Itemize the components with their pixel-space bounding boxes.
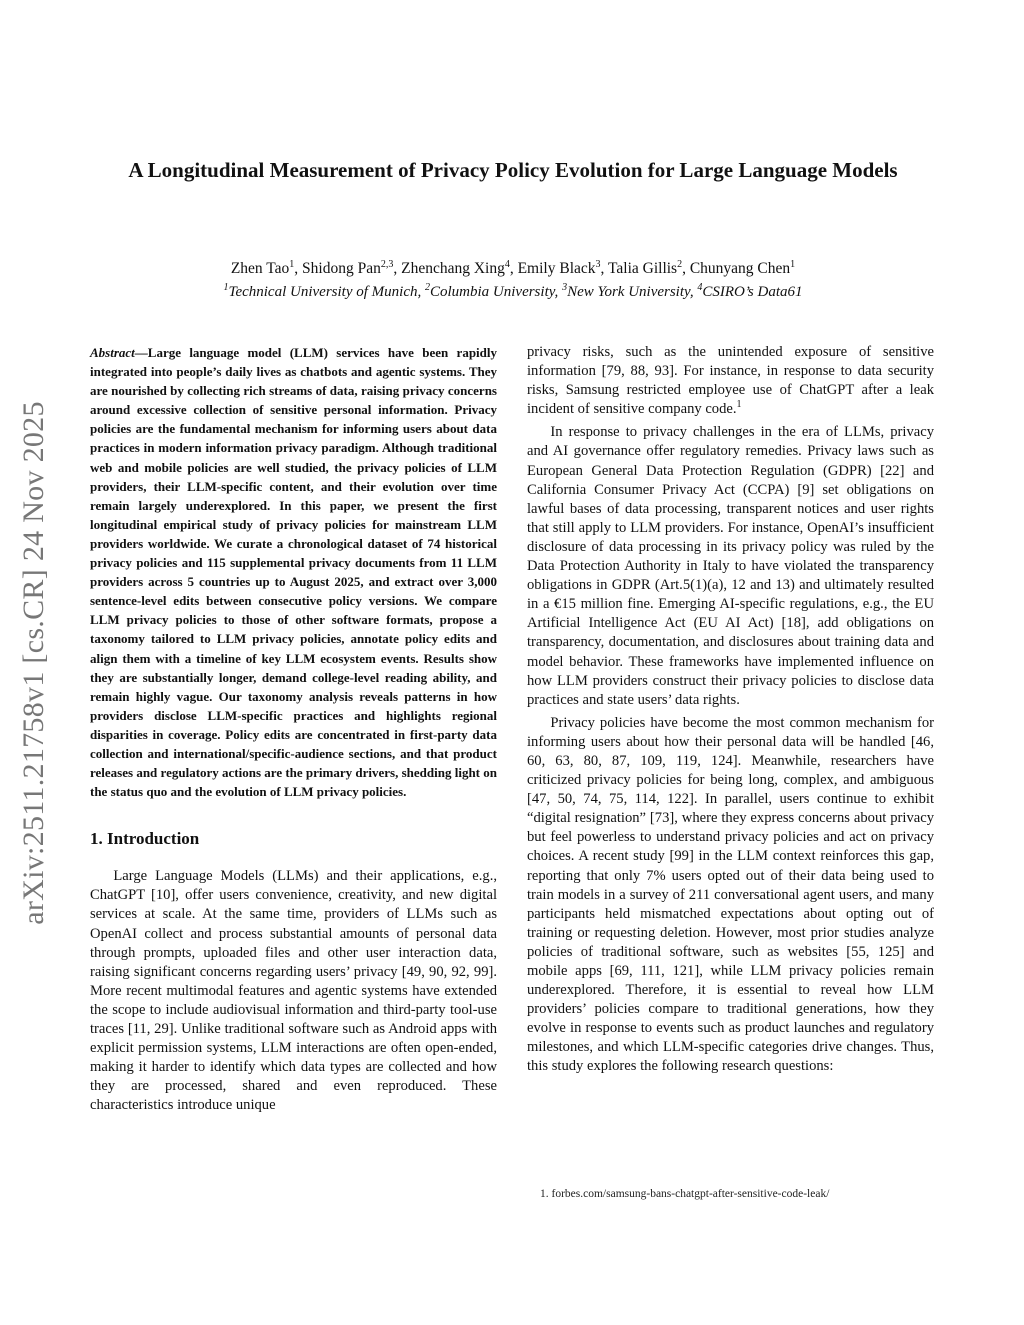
author-affiliation-mark: 3 <box>595 258 601 270</box>
paragraph-privacy-policies: Privacy policies have become the most common mechanism for informing users about how their personal data will be handled [46, 60, 63, 80, 87, 109, 119, 124]. Meanwhile, researchers have criticized privacy policies for being long, complex, and ambiguous [47, 50, 74, 75, 114, 122]. In parallel, users continue to exhibit “digital resignation” [73], where they express concerns about privacy but feel powerless to understand privacy policies and act on privacy choices. A recent study [99] in the LLM context reinforces this gap, reporting that only 7% users opted out of their data being used to train models in a survey of 211 conversational agent users, and many participants held mismatched expectations about opting out of training or requesting deletion. However, most prior studies analyze policies of traditional software, such as websites [55, 125] and mobile apps [69, 111, 121], while LLM privacy policies remain underexplored. Therefore, it is essential to reveal how LLM providers’ policies compare to traditional generations, how they evolve in response to events such as product launches and regulatory milestones, and which LLM-specific categories drive changes. Thus, this study explores the following research questions: <box>527 714 934 1075</box>
abstract-label: Abstract <box>90 345 135 360</box>
abstract-text: —Large language model (LLM) services have been rapidly integrated into people’s daily lives as chatbots and agentic systems. They are nourished by collecting rich streams of data, raising privacy concerns around excessive collection of sensitive personal information. Privacy policies are the fundamental mechanism for informing users about data practices in modern information privacy paradigm. Although traditional web and mobile policies are well studied, the privacy policies of LLM providers, their LLM-specific content, and their evolution over time remain largely underexplored. In this paper, we present the first longitudinal empirical study of privacy policies for mainstream LLM providers worldwide. We curate a chronological dataset of 74 historical privacy policies and 115 supplemental privacy documents from 11 LLM providers across 5 countries up to August 2025, and extract over 3,000 sentence-level edits between consecutive policy versions. We compare LLM privacy policies to those of other software formats, propose a taxonomy tailored to LLM privacy policies, annotate policy edits and align them with a timeline of key LLM ecosystem events. Results show they are substantially longer, demand college-level reading ability, and remain highly vague. Our taxonomy analysis reveals patterns in how providers disclose LLM-specific practices and highlights regional disparities in coverage. Policy edits are concentrated in first-party data collection and international/specific-audience sections, and that product releases and regulatory actions are the primary drivers, shedding light on the status quo and the evolution of LLM privacy policies. <box>90 345 497 800</box>
continued-paragraph-text: privacy risks, such as the unintended exposure of sensitive information [79, 88, 93]. For instance, in response to data security risks, Samsung restricted employee use of ChatGPT after a leak incident of sensitive company code. <box>527 344 934 418</box>
footnote <box>540 1188 935 1200</box>
author-name: Emily Black <box>517 260 596 277</box>
author-name: Shidong Pan <box>302 260 381 277</box>
author-affiliation-mark: 2 <box>677 258 683 270</box>
abstract <box>90 343 497 801</box>
affiliation-name: New York University, <box>567 284 694 300</box>
affiliation-number: 2 <box>424 282 430 293</box>
affiliation-number: 1 <box>223 282 229 293</box>
author-list: Zhen Tao$^1$, Shidong Pan$^{2,3}$, Zhenchang Xing$^4$, Emily Black$^3$, Talia Gillis$^2$, Chunyang Chen$^1$ <box>230 258 796 277</box>
author-affiliation-mark: 2,3 <box>380 258 394 270</box>
right-column <box>527 343 934 1077</box>
author-affiliation-mark: 1 <box>790 258 796 270</box>
author-affiliation-mark: 4 <box>504 258 510 270</box>
arxiv-identifier <box>4 365 64 960</box>
affiliation-list <box>90 281 936 303</box>
footnote-link[interactable]: forbes.com/samsung-bans-chatgpt-after-sensitive-code-leak/ <box>551 1188 830 1200</box>
section-heading: 1. Introduction <box>90 829 200 849</box>
author-affiliation-mark: 1 <box>289 258 295 270</box>
author-name: Zhenchang Xing <box>401 260 505 277</box>
author-name: Chunyang Chen <box>689 260 791 277</box>
affiliation-name: Technical University of Munich, <box>228 284 422 300</box>
footnote-number: 1. <box>540 1188 549 1200</box>
left-column <box>90 343 497 1115</box>
continued-paragraph <box>527 343 934 419</box>
footnote-marker: 1 <box>736 399 742 411</box>
intro-paragraph: Large Language Models (LLMs) and their applications, e.g., ChatGPT [10], offer users convenience, creativity, and new digital services at scale. At the same time, providers of LLMs such as OpenAI collect and process substantial amounts of personal data through prompts, uploaded files and other user interaction data, raising significant concerns regarding users’ privacy [49, 90, 92, 99]. More recent multimodal features and agentic systems have extended the scope to include audiovisual information and third-party tool-use traces [11, 29]. Unlike traditional software such as Android apps with explicit permission systems, LLM interactions are often open-ended, making it harder to identify which data types are collected and how they are processed, shared and even reproduced. These characteristics introduce unique <box>90 868 497 1114</box>
affiliation-name: Columbia University, <box>429 284 559 300</box>
affiliation-name: CSIRO’s Data61 <box>702 284 803 300</box>
author-name: Talia Gillis <box>608 260 678 277</box>
affiliation-number: 3 <box>562 282 568 293</box>
paper-title: A Longitudinal Measurement of Privacy Policy Evolution for Large Language Models <box>128 158 898 182</box>
author-name: Zhen Tao <box>230 260 290 277</box>
arxiv-identifier-text: arXiv:2511.21758v1 [cs.CR] 24 Nov 2025 <box>17 400 50 925</box>
affiliation-number: 4 <box>697 282 703 293</box>
paragraph-regulation: In response to privacy challenges in the era of LLMs, privacy and AI governance offer regulatory remedies. Privacy laws such as European General Data Protection Regulation (GDPR) [22] and California Consumer Privacy Act (CCPA) [9] set obligations on lawful bases of data processing, transparent notices and user rights that still apply to LLM providers. For instance, OpenAI’s insufficient disclosure of data processing in its privacy policy was ruled by the Data Protection Authority in Italy to have violated the transparency obligations in GDPR (Art.5(1)(a), 12 and 13) and ultimately resulted in a €15 million fine. Emerging AI-specific regulations, e.g., the EU Artificial Intelligence Act (EU AI Act) [18], add obligations on transparency, documentation, and disclosures about training data and model behavior. These frameworks have implemented influence on how LLM providers construct their privacy policies to disclose data practices and state users’ data rights. <box>527 424 934 708</box>
